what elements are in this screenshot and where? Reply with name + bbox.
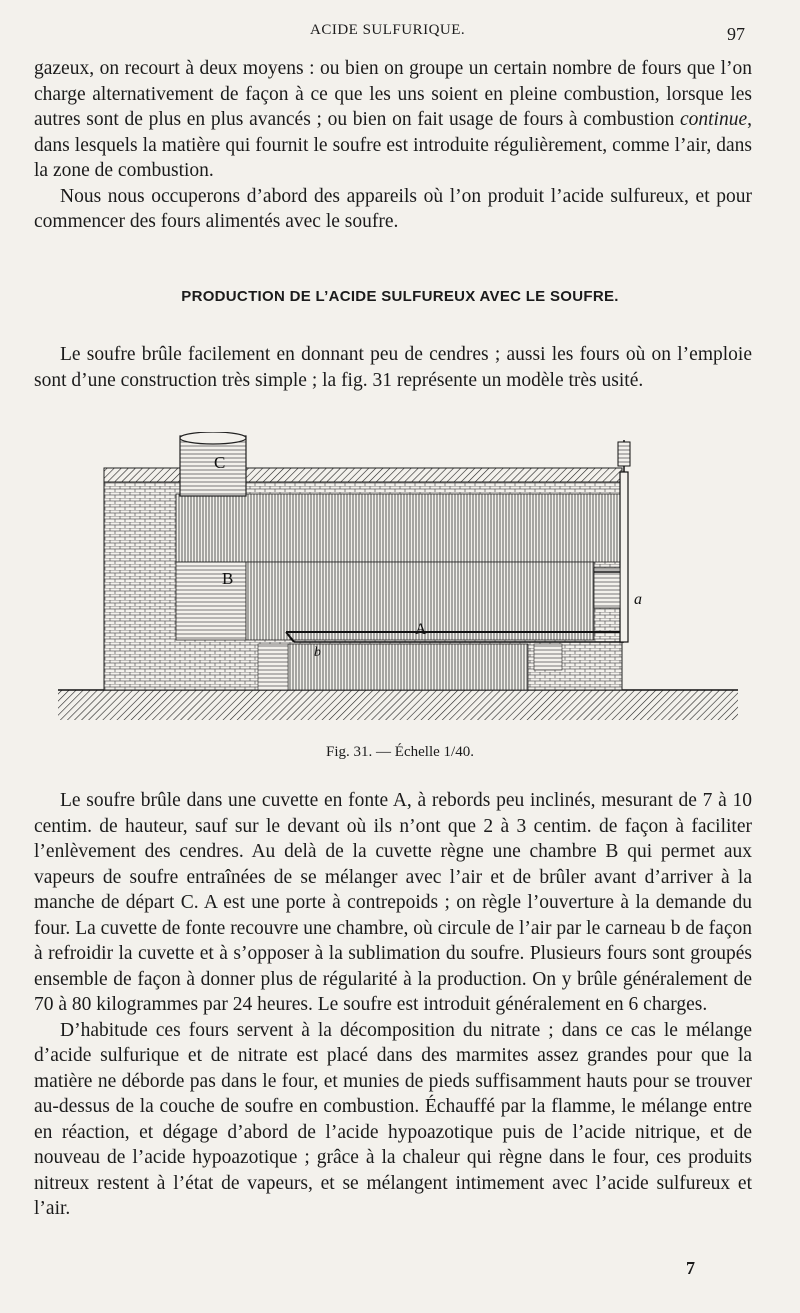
paragraph-1: gazeux, on recourt à deux moyens : ou bien on groupe un certain nombre de fours que l’on charge alternativement de façon à ce que les uns soient en pleine combustion, lorsque les autres sont de plus en plus avancés ; ou bien on fait usage de fours à combustion continue, dans lesquels la matière qui fournit le soufre est introduite régulièrement, comme l’air, dans la zone de combustion. xyxy=(34,58,752,181)
paragraph-5: D’habitude ces fours servent à la décomposition du nitrate ; dans ce cas le mélange d’acide sulfurique et de nitrate est placé dans des marmites assez grandes pour que la matière ne déborde pas dans le four, et munies de pieds suffisamment hauts pour se trouver au-dessus de la couche de soufre en combustion. Échauffé par la flamme, le mélange entre en réaction, et dégage d’abord de l’acide hypoazotique puis de l’acide nitrique, et de nouveau de l’acide hypoazotique ; grâce à la chaleur qui règne dans le four, ces produits nitreux restent à l’état de vapeurs, et se mélangent intimement avec l’acide sulfureux et l’air. xyxy=(34,1019,752,1219)
page-header xyxy=(0,18,800,48)
body-text xyxy=(34,788,752,1222)
label-c: C xyxy=(214,453,226,472)
ground xyxy=(58,690,738,720)
page-number: 97 xyxy=(727,24,745,44)
label-a-upper: A xyxy=(415,621,427,638)
paragraph-2: Nous nous occuperons d’abord des appareils où l’on produit l’acide sulfureux, et pour commencer des fours alimentés avec le soufre. xyxy=(34,185,752,232)
label-b-lower: b xyxy=(314,645,321,660)
intro-text xyxy=(34,342,752,393)
section-title: PRODUCTION DE L’ACIDE SULFUREUX AVEC LE SOUFRE. xyxy=(181,288,619,305)
running-title: ACIDE SULFURIQUE. xyxy=(310,22,466,38)
paragraph-3: Le soufre brûle facilement en donnant peu de cendres ; aussi les fours où on l’emploie sont d’une construction très simple ; la fig. 31 représente un modèle très usité. xyxy=(34,344,752,391)
figure-caption: Fig. 31. — Échelle 1/40. xyxy=(326,744,474,760)
label-a-lower: a xyxy=(634,591,642,608)
chimney-c xyxy=(180,432,246,496)
opening-text xyxy=(34,56,752,235)
paragraph-4: Le soufre brûle dans une cuvette en fonte A, à rebords peu inclinés, mesurant de 7 à 10 centim. de hauteur, sauf sur le devant où ils n’ont que 2 à 3 centim. de façon à faciliter l’enlèvement des cendres. Au delà de la cuvette règne une chambre B qui permet aux vapeurs de soufre entraînées de se mélanger avec l’air et de brûler avant d’arriver à la manche de départ C. A est une porte à contrepoids ; on règle l’ouverture à la demande du four. La cuvette de fonte recouvre une chambre, où circule de l’air par le carneau b de façon à refroidir la cuvette et à s’opposer à la sublimation du soufre. Plusieurs fours sont groupés ensemble de façon à donner plus de régularité à la production. On y brûle généralement de 70 à 80 kilogrammes par 24 heures. Le soufre est introduit généralement en 6 charges. xyxy=(34,790,752,1015)
signature-mark: 7 xyxy=(686,1258,695,1278)
label-b: B xyxy=(222,569,234,588)
emphasis-continue: continue xyxy=(679,109,748,130)
furnace-figure xyxy=(58,432,738,724)
chamber-b xyxy=(176,494,620,640)
